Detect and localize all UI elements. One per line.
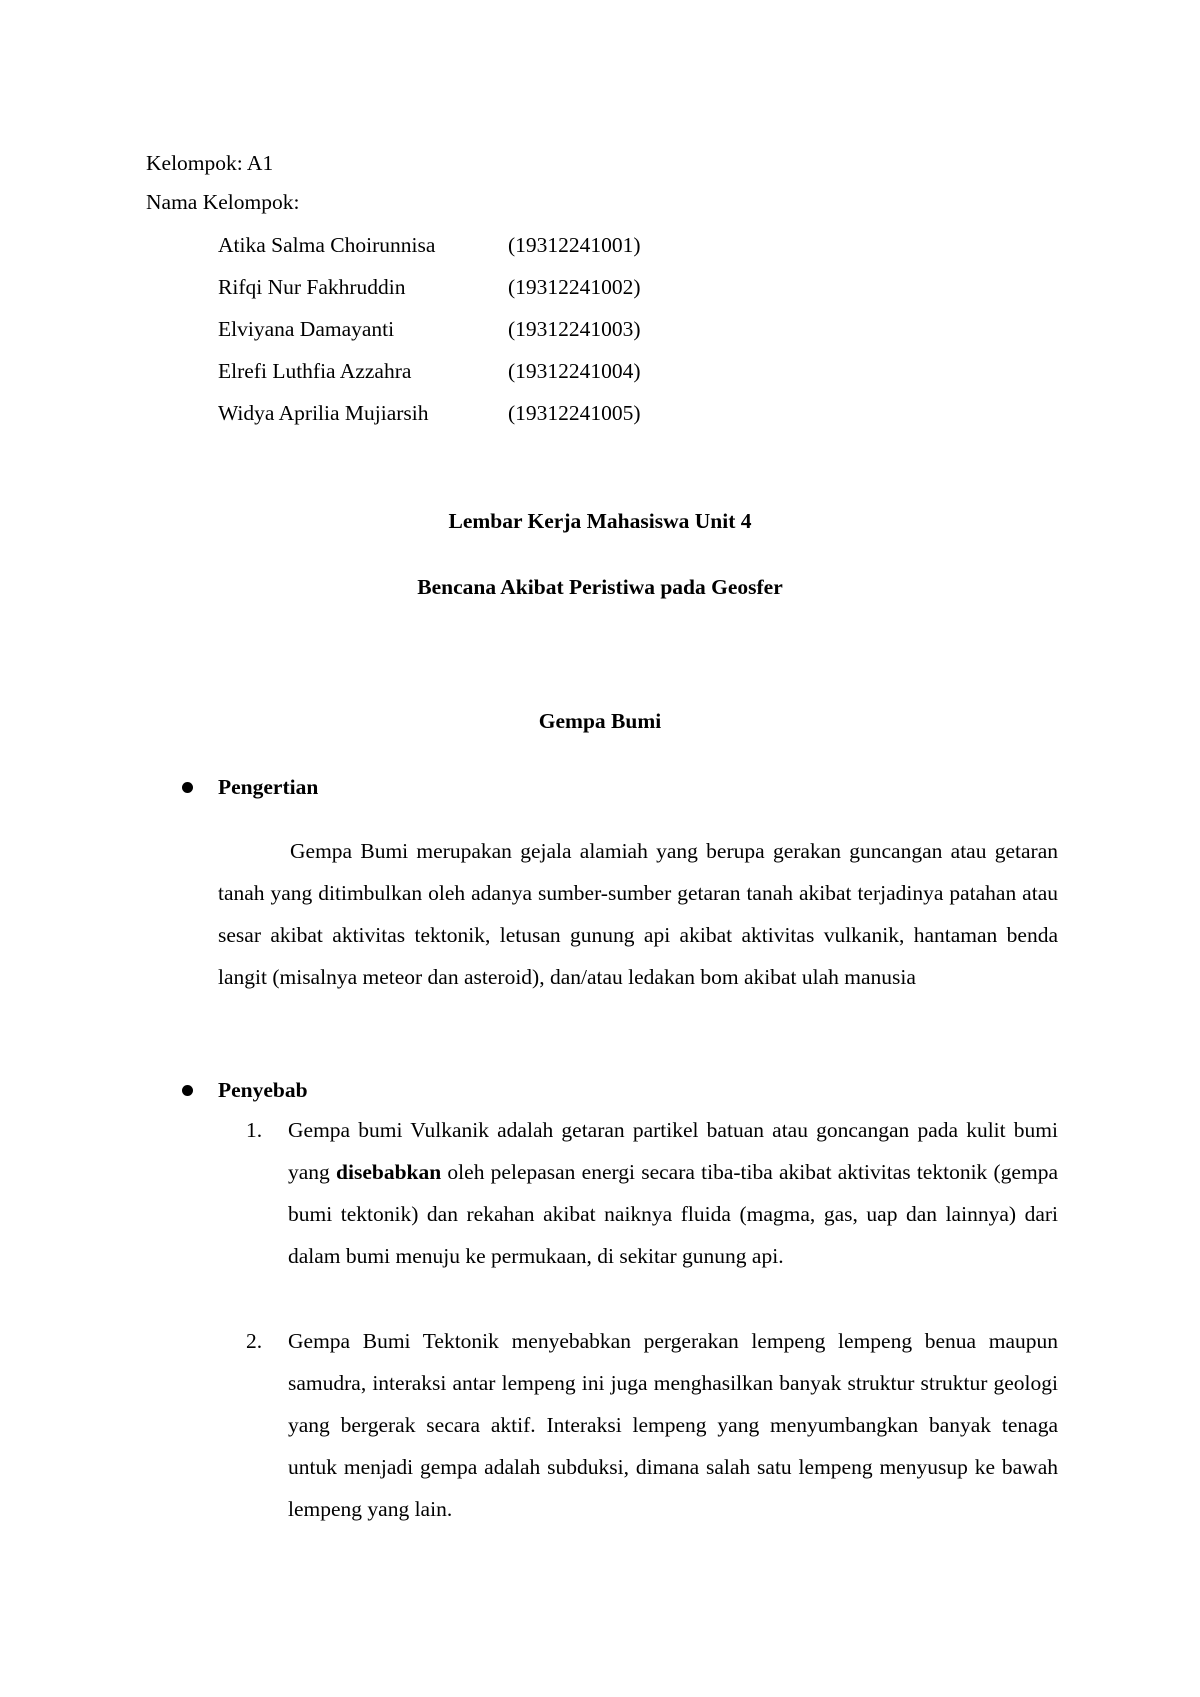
pengertian-paragraph: Gempa Bumi merupakan gejala alamiah yang berupa gerakan guncangan atau getaran tanah yang ditimbulkan oleh adanya sumber-sumber getaran tanah akibat terjadinya patahan atau sesar akibat aktivitas tektonik, letusan gunung api akibat aktivitas vulkanik, hantaman benda langit (misalnya meteor dan asteroid), dan/atau ledakan bom akibat ulah manusia bbox=[218, 839, 1058, 989]
list-item-text bbox=[288, 1109, 1058, 1277]
list-item-text-part: oleh pelepasan energi secara tiba-tiba akibat aktivitas tektonik (gempa bumi tektonik) dan rekahan akibat naiknya fluida (magma, gas, uap dan lainnya) dari dalam bumi menuju ke permukaan, di sekitar gunung api. bbox=[288, 1160, 1058, 1268]
bullet-icon bbox=[182, 1085, 193, 1096]
member-name: Rifqi Nur Fakhruddin bbox=[218, 275, 406, 299]
document-subtitle: Bencana Akibat Peristiwa pada Geosfer bbox=[417, 575, 783, 599]
member-nim: (19312241003) bbox=[508, 317, 641, 341]
list-item-text: Gempa Bumi Tektonik menyebabkan pergerakan lempeng lempeng benua maupun samudra, interaksi antar lempeng ini juga menghasilkan banyak struktur struktur geologi yang bergerak secara aktif. Interaksi lempeng yang menyumbangkan banyak tenaga untuk menjadi gempa adalah subduksi, dimana salah satu lempeng menyusup ke bawah lempeng yang lain. bbox=[288, 1329, 1058, 1521]
group-label: Kelompok: A1 bbox=[146, 151, 274, 175]
member-name: Atika Salma Choirunnisa bbox=[218, 233, 436, 257]
list-item-text-part: Gempa bumi Vulkanik adalah getaran partikel batuan atau goncangan pada kulit bumi yang bbox=[288, 1118, 1058, 1184]
section-heading: Gempa Bumi bbox=[538, 709, 662, 733]
member-nim: (19312241002) bbox=[508, 275, 641, 299]
bullet-icon bbox=[182, 782, 193, 793]
list-item-emphasis: disebabkan bbox=[336, 1160, 442, 1184]
bullet-label-penyebab: Penyebab bbox=[218, 1078, 308, 1102]
member-name: Elviyana Damayanti bbox=[218, 317, 395, 341]
member-nim: (19312241004) bbox=[508, 359, 641, 383]
list-item-number: 2. bbox=[246, 1329, 263, 1353]
group-names-label: Nama Kelompok: bbox=[146, 190, 300, 214]
bullet-label-pengertian: Pengertian bbox=[218, 775, 319, 799]
document-title: Lembar Kerja Mahasiswa Unit 4 bbox=[448, 509, 752, 533]
member-name: Elrefi Luthfia Azzahra bbox=[218, 359, 412, 383]
member-name: Widya Aprilia Mujiarsih bbox=[218, 401, 429, 425]
member-nim: (19312241005) bbox=[508, 401, 641, 425]
member-nim: (19312241001) bbox=[508, 233, 641, 257]
list-item-number: 1. bbox=[246, 1118, 263, 1142]
